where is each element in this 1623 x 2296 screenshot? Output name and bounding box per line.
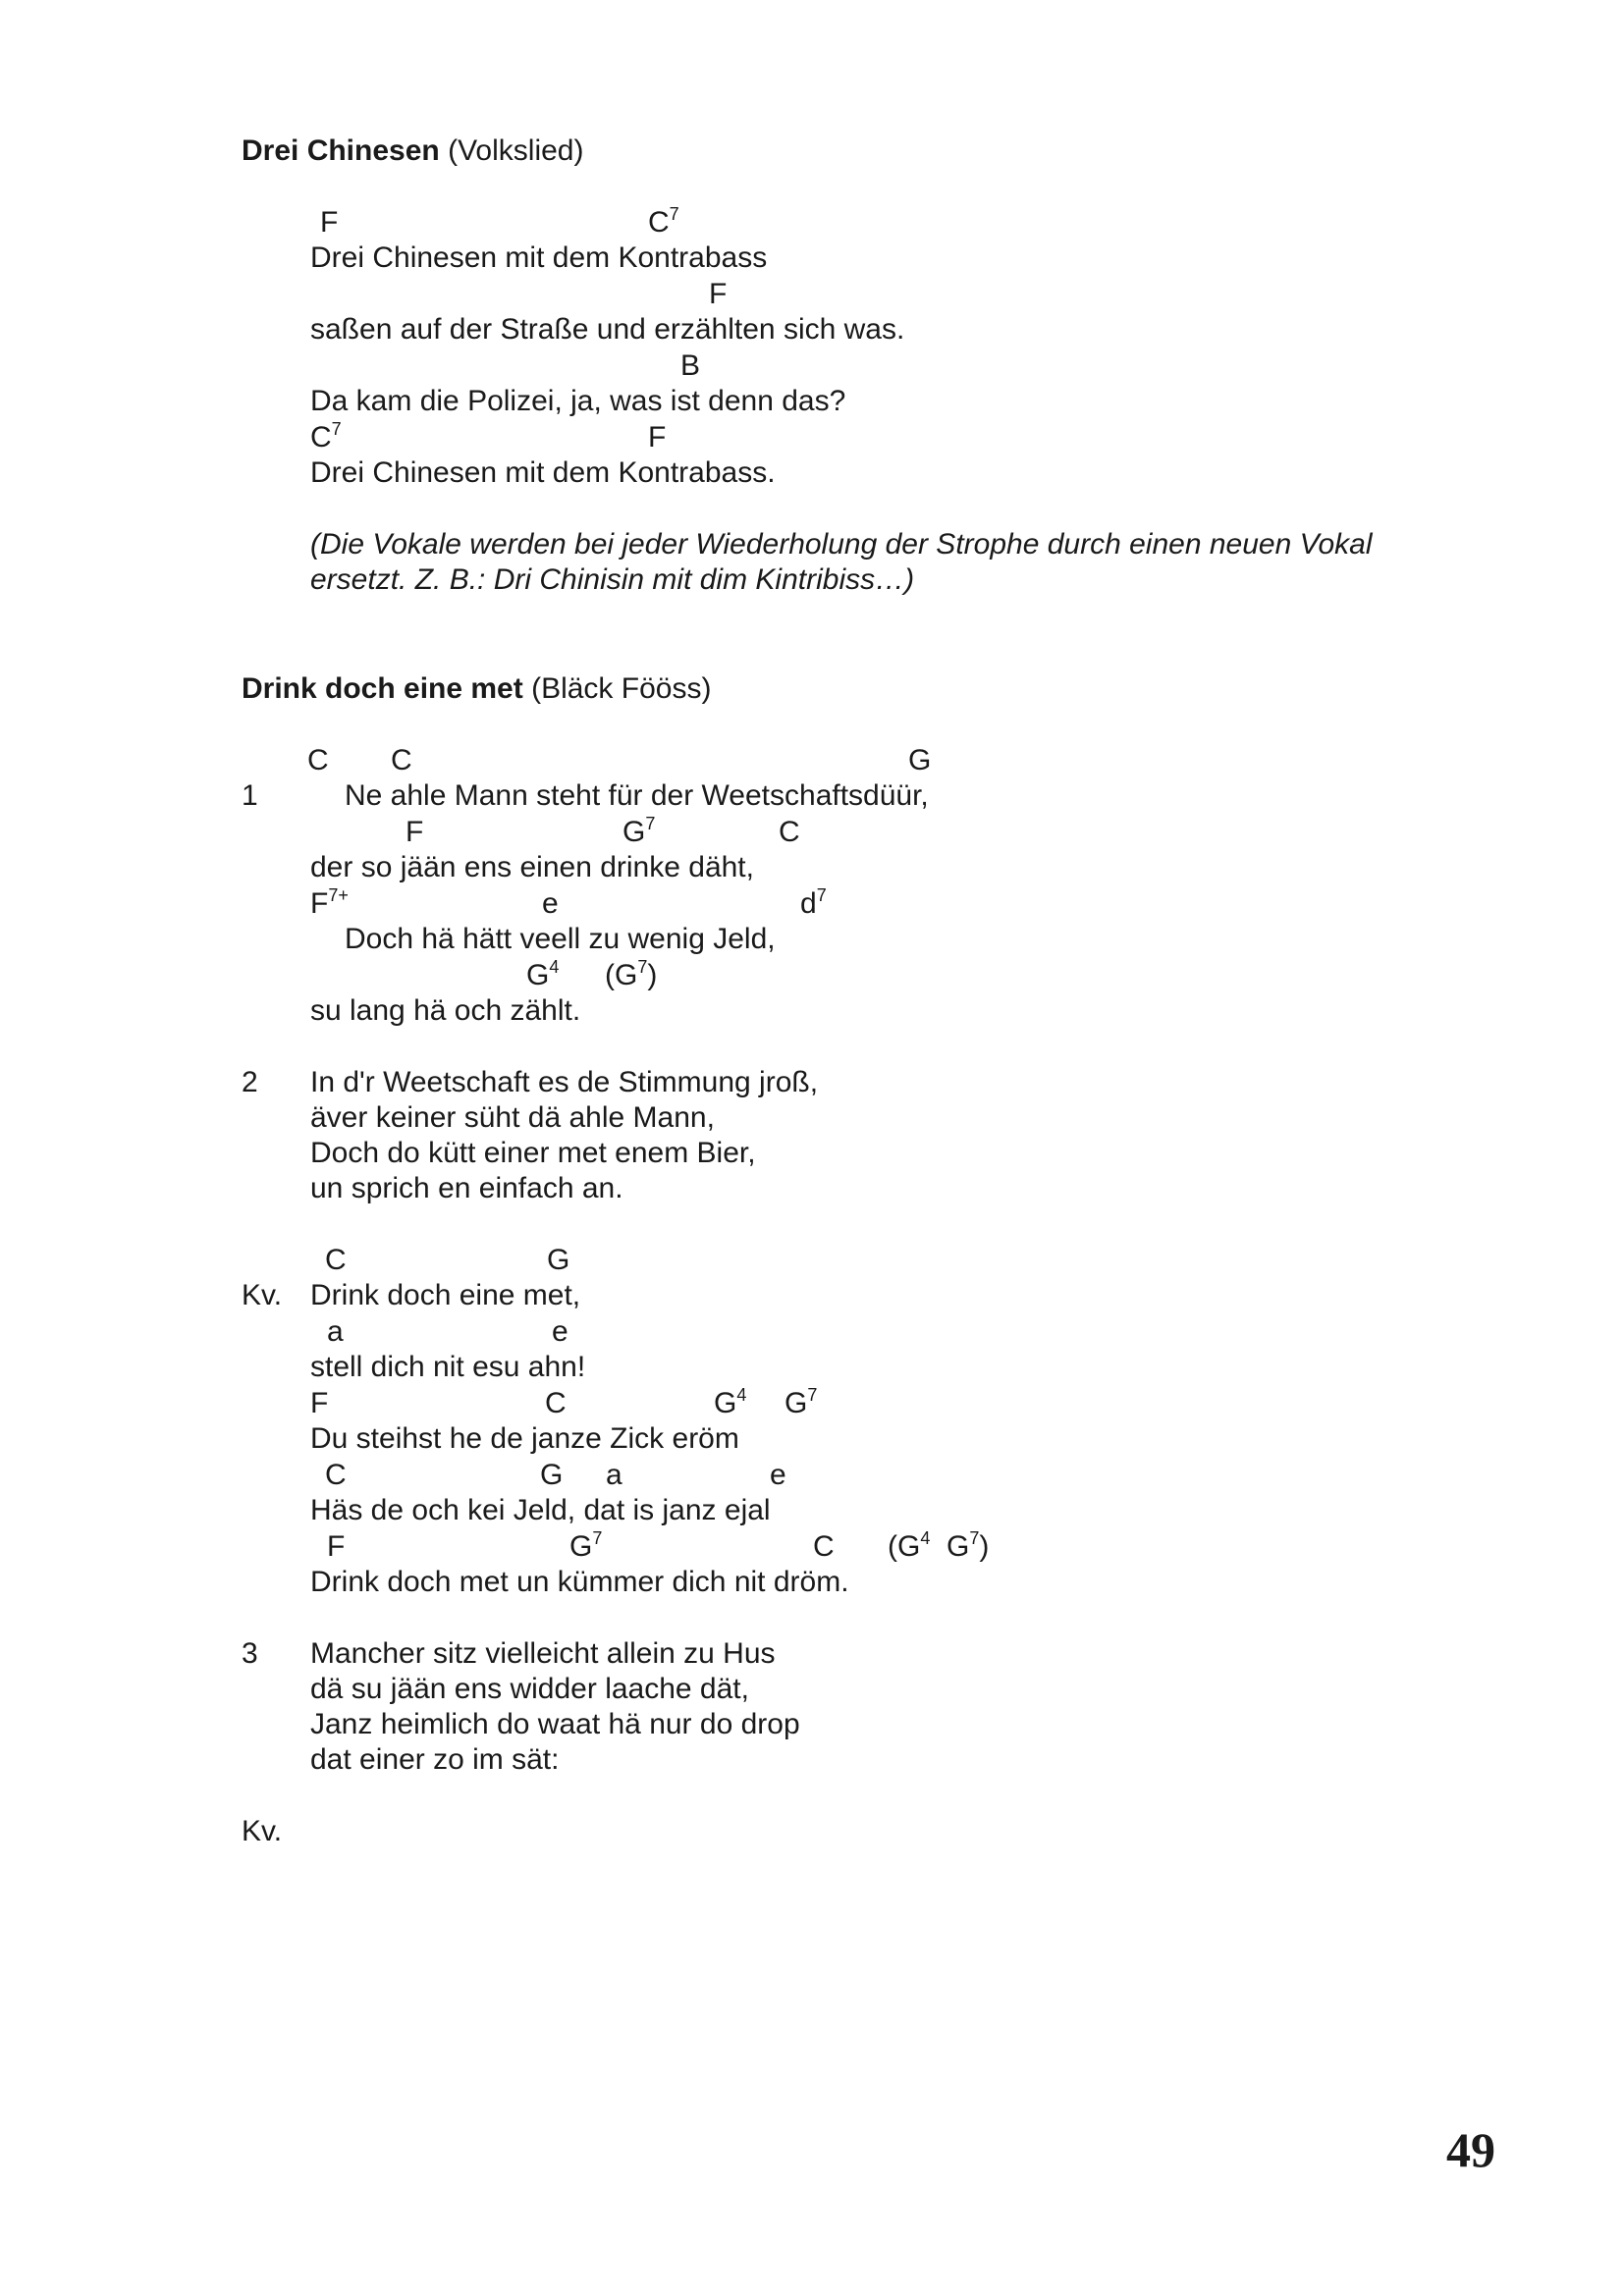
chord: $G^7$ (784, 1385, 818, 1419)
page-number: 49 (1446, 2122, 1495, 2177)
chord: $G^4$ (526, 957, 560, 991)
chord: F (310, 1387, 329, 1419)
lyric-line: Janz heimlich do waat hä nur do drop (310, 1708, 800, 1740)
song-title (242, 671, 711, 707)
verse-number: 1 (242, 779, 258, 812)
chord: C (325, 1244, 347, 1276)
chord: $C^7$ (310, 419, 342, 454)
lyric-line: Drei Chinesen mit dem Kontrabass (310, 241, 768, 274)
song-title (242, 133, 583, 169)
chord: $G^4$ (714, 1385, 747, 1419)
song-origin: (Bläck Fööss) (531, 672, 712, 705)
performance-note: (Die Vokale werden bei jeder Wiederholung der Strophe durch einen neuen Vokal (310, 528, 1373, 561)
lyric-line: Du steihst he de janze Zick eröm (310, 1422, 739, 1455)
lyric-line: In d'r Weetschaft es de Stimmung jroß, (310, 1066, 819, 1098)
chord: $d^7$ (800, 885, 827, 920)
chord: $C^7$ (648, 204, 679, 239)
chord: C (813, 1530, 835, 1563)
lyric-line: Häs de och kei Jeld, dat is janz ejal (310, 1494, 771, 1526)
chord: G (908, 744, 932, 776)
chord: F (320, 206, 339, 239)
lyric-line: dä su jään ens widder laache dät, (310, 1673, 749, 1705)
chord: ($G^4$ $G^7$) (888, 1528, 990, 1563)
refrain-label: Kv. (242, 1279, 283, 1311)
lyric-line: su lang hä och zählt. (310, 994, 581, 1027)
chord: C (325, 1459, 347, 1491)
lyric-line: Doch do kütt einer met enem Bier, (310, 1137, 756, 1169)
refrain-label: Kv. (242, 1815, 283, 1847)
verse-number: 2 (242, 1066, 258, 1098)
lyric-line: Doch hä hätt veell zu wenig Jeld, (345, 923, 776, 955)
performance-note: ersetzt. Z. B.: Dri Chinisin mit dim Kintribiss…) (310, 563, 915, 596)
lyric-line: Drink doch eine met, (310, 1279, 581, 1311)
lyric-line: Da kam die Polizei, ja, was ist denn das? (310, 385, 846, 417)
chord: B (680, 349, 701, 382)
chord: $G^7$ (622, 814, 656, 848)
chord: e (552, 1315, 568, 1348)
chord: G (547, 1244, 570, 1276)
lyric-line: Drei Chinesen mit dem Kontrabass. (310, 456, 776, 489)
chord: e (542, 887, 559, 920)
chord: C (307, 744, 329, 776)
chord: $(G^7)$ (605, 957, 658, 991)
chord: F (406, 816, 424, 848)
lyric-line: der so jään ens einen drinke däht, (310, 851, 754, 883)
lyric-line: dat einer zo im sät: (310, 1743, 560, 1776)
lyric-line: Mancher sitz vielleicht allein zu Hus (310, 1637, 776, 1670)
song-title-text: Drei Chinesen (242, 134, 440, 167)
lyric-line: saßen auf der Straße und erzählten sich was. (310, 313, 905, 346)
chord: a (327, 1315, 344, 1348)
chord: a (606, 1459, 622, 1491)
lyric-line: Drink doch met un kümmer dich nit dröm. (310, 1566, 849, 1598)
lyric-line: un sprich en einfach an. (310, 1172, 623, 1204)
chord: F (648, 421, 667, 454)
chord: e (770, 1459, 786, 1491)
song-origin: (Volkslied) (448, 134, 584, 167)
lyric-line: äver keiner süht dä ahle Mann, (310, 1101, 715, 1134)
chord: $G^7$ (569, 1528, 603, 1563)
song-title-text: Drink doch eine met (242, 672, 523, 705)
chord: C (545, 1387, 567, 1419)
chord: C (391, 744, 412, 776)
lyric-line: Ne ahle Mann steht für der Weetschaftsdüür, (345, 779, 929, 812)
chord: C (779, 816, 800, 848)
chord: $F^{7+}$ (310, 885, 349, 920)
chord: F (709, 278, 728, 310)
verse-number: 3 (242, 1637, 258, 1670)
lyric-line: stell dich nit esu ahn! (310, 1351, 586, 1383)
chord: F (327, 1530, 346, 1563)
chord: G (540, 1459, 564, 1491)
